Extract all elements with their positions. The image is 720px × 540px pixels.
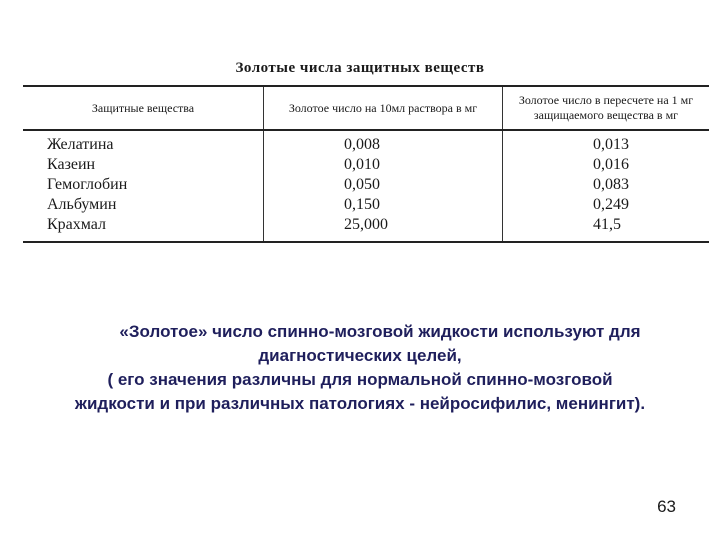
page-number: 63 (657, 497, 676, 516)
paragraph-line: «Золотое» число спинно-мозговой жидкости используют для (119, 322, 641, 341)
table-row (23, 215, 709, 242)
substance-cell: Альбумин (23, 195, 264, 215)
per-1mg-cell: 0,249 (593, 196, 629, 213)
per-1mg-cell: 41,5 (503, 215, 710, 242)
paragraph-line: ( его значения различны для нормальной спинно-мозговой (107, 370, 613, 389)
substance-cell: Желатина (23, 130, 264, 155)
table-row (23, 155, 709, 175)
table-row (23, 130, 709, 155)
data-table (23, 85, 709, 243)
description-paragraph (20, 320, 700, 416)
per-10ml-cell: 0,150 (264, 195, 503, 215)
per-10ml-cell: 25,000 (264, 215, 503, 242)
per-1mg-cell: 0,016 (593, 156, 629, 173)
substance-cell: Казеин (23, 155, 264, 175)
substance-cell: Крахмал (23, 215, 264, 242)
table-row (23, 175, 709, 195)
header-gold-number-1mg: Золотое число в пересчете на 1 мг защищаемого вещества в мг (503, 86, 710, 130)
gold-numbers-table (23, 85, 709, 243)
per-10ml-cell: 0,050 (264, 175, 503, 195)
per-1mg-cell: 0,013 (593, 136, 629, 153)
paragraph-line: жидкости и при различных патологиях - нейросифилис, менингит). (74, 394, 646, 413)
table-header-row (23, 86, 709, 130)
substance-cell: Гемоглобин (23, 175, 264, 195)
header-gold-number-10ml: Золотое число на 10мл раствора в мг (264, 86, 503, 130)
paragraph-line: диагностических целей, (258, 346, 462, 365)
per-10ml-cell: 0,010 (264, 155, 503, 175)
per-10ml-cell: 0,008 (264, 130, 503, 155)
table-row (23, 195, 709, 215)
table-title: Золотые числа защитных веществ (235, 60, 485, 76)
per-1mg-cell: 0,083 (593, 176, 629, 193)
header-substances: Защитные вещества (23, 86, 264, 130)
